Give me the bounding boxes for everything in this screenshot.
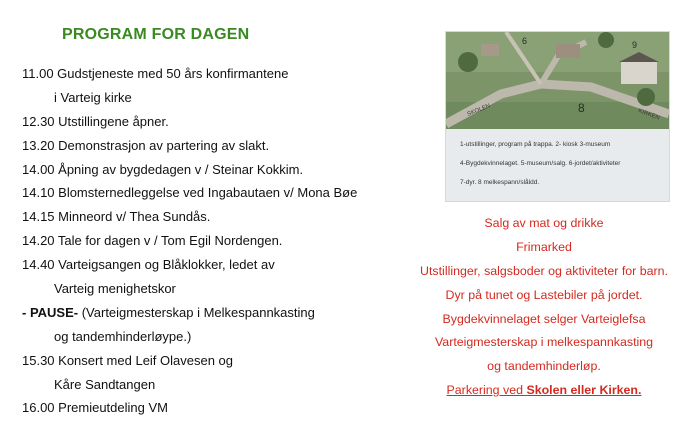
program-item: 12.30 Utstillingene åpner. <box>22 113 169 129</box>
legend-item: 1-utstillinger, program på trappa. 2- kiosk 3-museum <box>460 141 611 148</box>
parking-prefix: Parkering ved <box>446 383 527 398</box>
tree-shape <box>598 32 614 48</box>
map-number: 9 <box>632 40 638 50</box>
program-item: 14.00 Åpning av bygdedagen v / Steinar Kokkim. <box>22 161 304 177</box>
aerial-map <box>446 32 669 129</box>
parking-info <box>394 382 694 406</box>
legend-item: 4-Bygdekvinnelaget. 5-museum/salg. 6-jordet/aktiviteter <box>460 160 621 167</box>
pause-text: (Varteigmesterskap i Melkespannkasting <box>78 304 315 320</box>
program-item: Varteig menighetskor <box>54 281 176 297</box>
info-item: Salg av mat og drikke <box>484 216 604 230</box>
map-legend <box>446 129 669 201</box>
building-shape <box>556 44 580 58</box>
program-item: 11.00 Gudstjeneste med 50 års konfirmantene <box>22 66 289 81</box>
road-label: KIRKEN <box>637 108 661 122</box>
page-title: PROGRAM FOR DAGEN <box>62 26 250 43</box>
program-item: 14.20 Tale for dagen v / Tom Egil Nordengen. <box>22 233 283 249</box>
program-item: 15.30 Konsert med Leif Olavesen og <box>22 352 234 368</box>
program-item-pause <box>22 305 422 329</box>
program-item: 14.40 Varteigsangen og Blåklokker, ledet av <box>22 257 275 273</box>
tree-shape <box>637 88 655 106</box>
pause-label: - PAUSE- <box>22 304 79 320</box>
info-item: Frimarked <box>516 239 572 254</box>
parking-location: Skolen eller Kirken. <box>526 383 642 398</box>
road-label: SKOLEN <box>466 103 492 118</box>
program-item: i Varteig kirke <box>54 89 132 105</box>
building-shape <box>481 44 499 56</box>
map-number: 8 <box>578 101 585 115</box>
site-map-photo <box>445 31 670 202</box>
program-item: 14.15 Minneord v/ Thea Sundås. <box>22 209 211 225</box>
program-item: og tandemhinderløype.) <box>54 328 192 344</box>
program-item: 13.20 Demonstrasjon av partering av slakt. <box>22 137 270 153</box>
info-item: og tandemhinderløp. <box>487 359 601 374</box>
program-list <box>22 66 422 424</box>
info-item: Varteigmesterskap i melkespannkasting <box>434 335 654 350</box>
info-item: Dyr på tunet og Lastebiler på jordet. <box>445 287 643 302</box>
tree-shape <box>458 52 478 72</box>
info-item: Utstillinger, salgsboder og aktiviteter for barn. <box>420 263 668 278</box>
info-item: Bygdekvinnelaget selger Varteiglefsa <box>442 311 646 326</box>
legend-item: 7-dyr. 8 melkespann/slåldd. <box>460 179 540 186</box>
building-shape <box>621 62 657 84</box>
program-item: Kåre Sandtangen <box>54 376 156 392</box>
map-number: 6 <box>522 36 528 46</box>
program-item: 16.00 Premieutdeling VM <box>22 400 168 416</box>
program-item: 14.10 Blomsternedleggelse ved Ingabautaen v/ Mona Bøe <box>22 185 358 201</box>
info-list <box>394 215 694 406</box>
